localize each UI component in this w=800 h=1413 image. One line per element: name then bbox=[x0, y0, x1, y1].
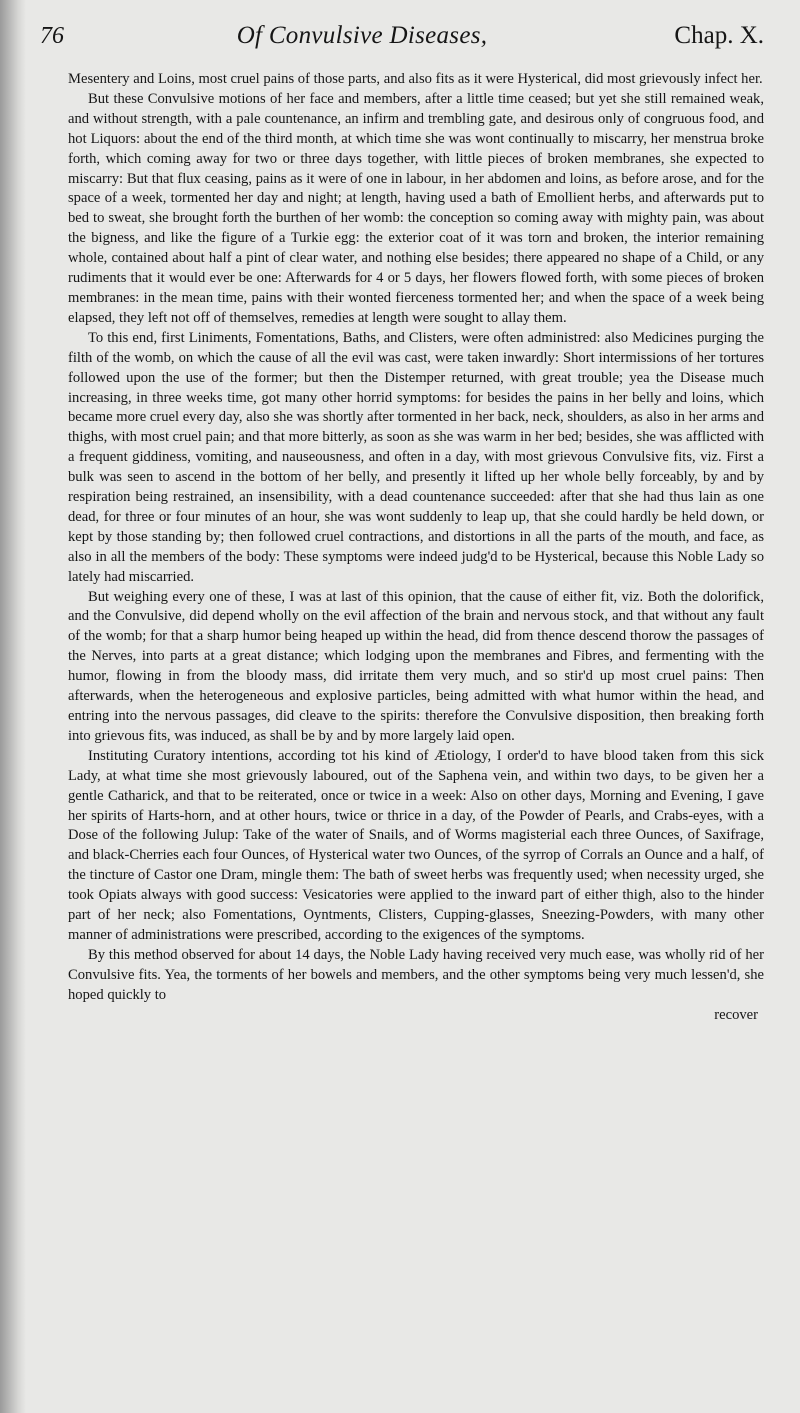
running-title: Of Convulsive Diseases, bbox=[236, 22, 488, 49]
paragraph-1: Mesentery and Loins, most cruel pains of those parts, and also fits as it were Hysterical, did most grievously infect her. bbox=[68, 71, 763, 87]
running-head bbox=[40, 22, 764, 66]
catchword: recover bbox=[714, 1006, 758, 1023]
page-number: 76 bbox=[40, 23, 64, 49]
paragraph-4: But weighing every one of these, I was at last of this opinion, that the cause of either fit, viz. Both the dolorifick, and the Convulsive, did depend wholly on the evil affection of the brain and nervous stock, and that without any fault of the womb; for that a sharp humor being heaped up within the head, did from thence descend thorow the passages of the Nerves, into parts at a great distance; which lodging upon the membranes and Fibres, and fermenting with the humor, flowing in from the bloody mass, did irritate them very much, and so stir'd up most cruel pains: Then afterwards, when the heterogeneous and explosive particles, being admitted with what humor within the head, and entring into the nervous passages, did cleave to the spirits: therefore the Convulsive disposition, then breaking forth into grievous fits, was induced, as shall be by and by more largely laid open. bbox=[68, 588, 764, 744]
paragraph-5: Instituting Curatory intentions, according tot his kind of Ætiology, I order'd to have blood taken from this sick Lady, at what time she most grievously laboured, out of the Saphena vein, and within two days, to be given her a gentle Catharick, and that to be reiterated, once or twice in a week: Also on other days, Morning and Evening, I gave her spirits of Harts-horn, and at other hours, twice or thrice in a day, of the Powder of Pearls, and Crabs-eyes, with a Dose of the following Julup: Take of the water of Snails, and of Worms magisterial each three Ounces, of Saxifrage, and black-Cherries each four Ounces, of Hysterical water two Ounces, of the syrrop of Corrals an Ounce and a half, of the tincture of Castor one Dram, mingle them: The bath of sweet herbs was frequently used; when necessity urged, she took Opiats always with good success: Vesicatories were applied to the inward part of either thigh, also to the hinder part of her neck; also Fomentations, Oyntments, Clisters, Cupping-glasses, Sneezing-Powders, with many other manner of administrations were prescribed, according to the exigences of the symptoms. bbox=[68, 747, 764, 943]
chapter-label: Chap. X. bbox=[674, 22, 764, 49]
paragraph-2: But these Convulsive motions of her face and members, after a little time ceased; but yet she still remained weak, and without strength, with a pale countenance, an infirm and trembling gate, and desirous only of congruous food, and hot Liquors: about the end of the third month, at which time she was wont continually to miscarry, her menstrua broke forth, which coming away for two or three days together, with little pieces of broken membranes, she expected to miscarry: But that flux ceasing, pains as it were of one in labour, in her abdomen and loins, as before arose, and for the space of a week, tormented her day and night; at length, having used a bath of Emollient herbs, and afterwards put to bed to sweat, she brought forth the burthen of her womb: the conception so coming away with mighty pain, was about the bigness, and like the figure of a Turkie egg: the exterior coat of it was torn and broken, the interior remaining whole, contained about half a pint of clear water, and nothing else besides; there appeared no shape of a Child, or any rudiments that it would ever be one: Afterwards for 4 or 5 days, her flowers flowed forth, with some pieces of broken membranes: in the mean time, pains with their wonted fierceness tormented her; and when the space of a week being elapsed, they left not off of themselves, remedies at length were sought to allay them. bbox=[68, 90, 764, 326]
paragraph-3: To this end, first Liniments, Fomentations, Baths, and Clisters, were often administred: also Medicines purging the filth of the womb, on which the cause of all the evil was cast, were taken inwardly: Short intermissions of her tortures followed upon the use of the former; but then the Distemper returned, with great trouble; yea the Disease much increasing, in three weeks time, got many other horrid symptoms: for besides the pains in her belly and loins, which became more cruel every day, also she was shortly after tormented in her back, neck, shoulders, as also in her arms and thighs, with most cruel pain; and that more bitterly, as soon as she was warm in her bed; besides, she was afflicted with a frequent giddiness, vomiting, and nauseousness, and often in a day, with most grievous Convulsive fits, viz. First a bulk was seen to ascend in the bottom of her belly, and presently it lifted up her whole belly forceably, by and by respiration being restrained, an insensibility, with a dead countenance succeeded: after that she had thus lain as one dead, for three or four minutes of an hour, she was wont suddenly to leap up, that she could hardly be held down, or kept by those standing by; then followed cruel contractions, and distortions in all the parts of the mouth, and face, as also in all the members of the body: These symptoms were indeed judg'd to be Hysterical, because this Noble Lady so lately had miscarried. bbox=[68, 329, 764, 585]
body-text bbox=[68, 70, 764, 1006]
paragraph-6: By this method observed for about 14 days, the Noble Lady having received very much ease, was wholly rid of her Convulsive fits. Yea, the torments of her bowels and members, and the other symptoms being very much lessen'd, she hoped quickly to bbox=[68, 946, 764, 1003]
